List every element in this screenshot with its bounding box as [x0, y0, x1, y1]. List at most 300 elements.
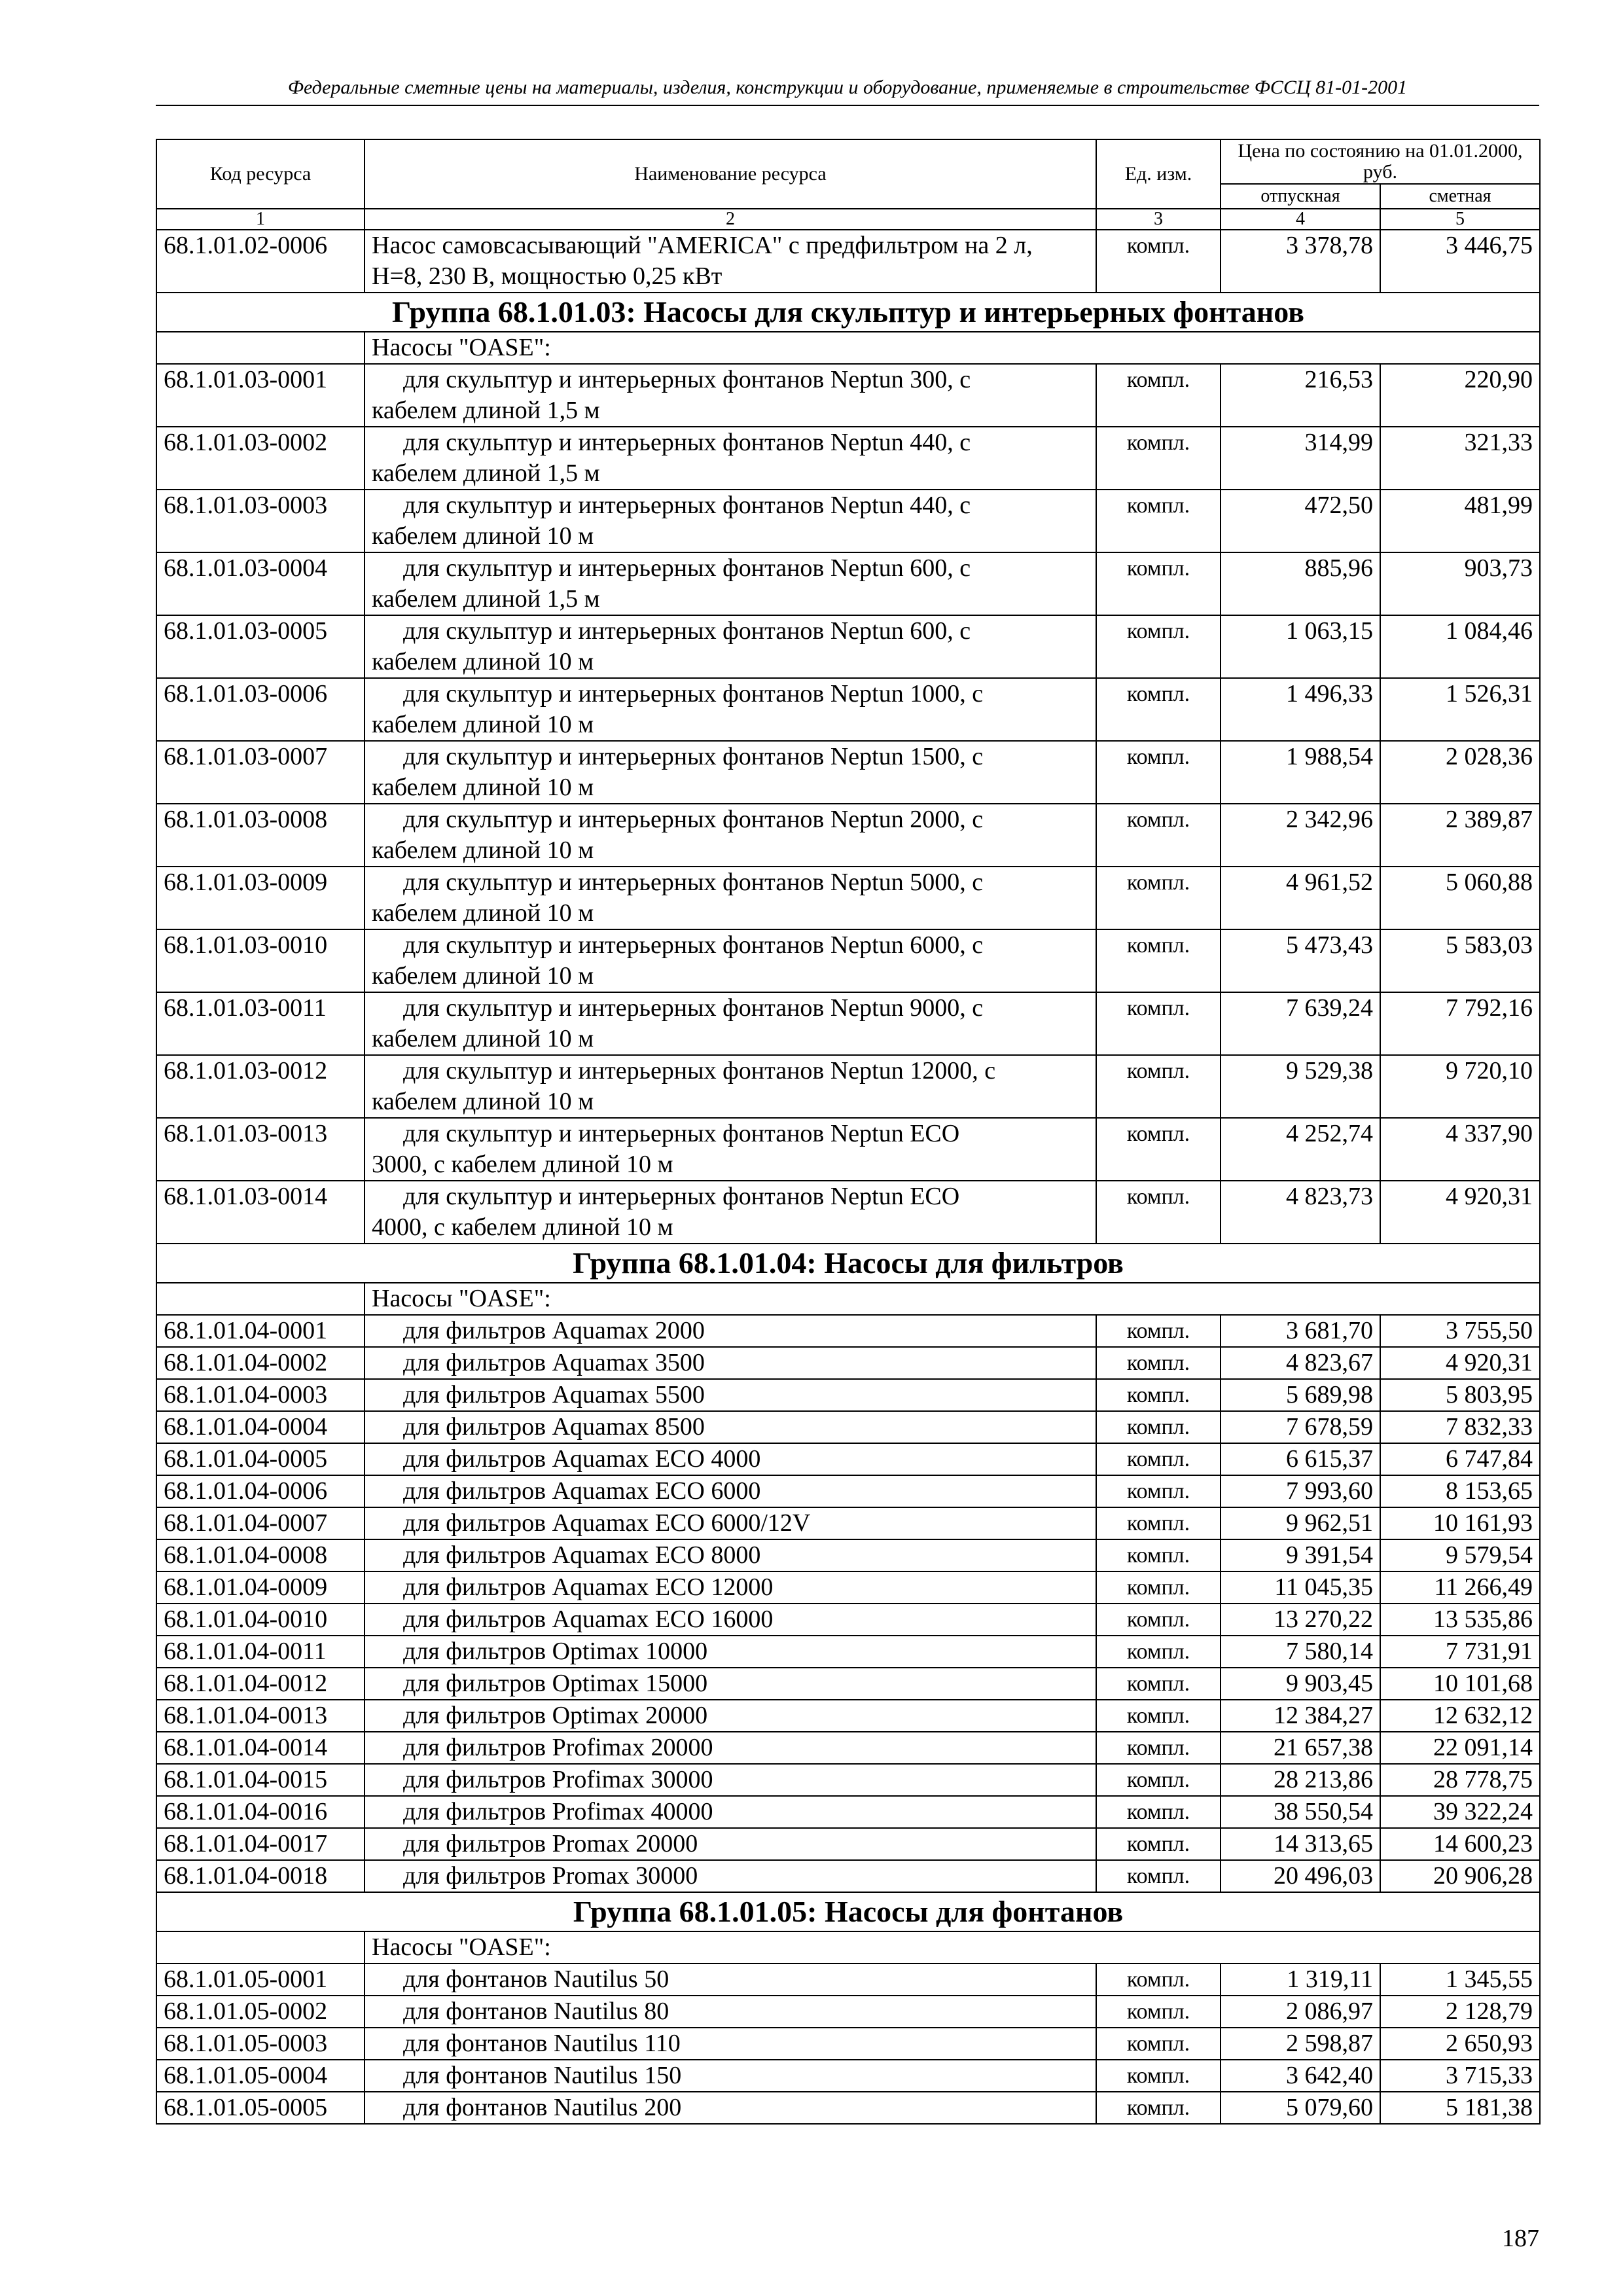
table-row — [156, 1539, 1540, 1571]
table-row — [156, 1315, 1540, 1347]
price-release: 7 993,60 — [1221, 1475, 1380, 1507]
price-release: 9 962,51 — [1221, 1507, 1380, 1539]
price-estimate: 3 715,33 — [1380, 2060, 1540, 2092]
table-row — [156, 804, 1540, 867]
resource-name — [365, 867, 1096, 929]
table-row — [156, 1964, 1540, 1996]
price-release: 38 550,54 — [1221, 1796, 1380, 1828]
group-title: Группа 68.1.01.05: Насосы для фонтанов — [156, 1892, 1540, 1931]
resource-code: 68.1.01.04-0013 — [156, 1700, 365, 1732]
price-estimate: 10 101,68 — [1380, 1668, 1540, 1700]
price-release: 5 473,43 — [1221, 929, 1380, 992]
price-release: 472,50 — [1221, 490, 1380, 552]
resource-name — [365, 678, 1096, 741]
col-number: 3 — [1096, 209, 1221, 230]
price-release: 3 642,40 — [1221, 2060, 1380, 2092]
resource-unit: компл. — [1096, 1964, 1221, 1996]
resource-unit: компл. — [1096, 1411, 1221, 1443]
price-table — [156, 139, 1541, 2125]
resource-unit: компл. — [1096, 1539, 1221, 1571]
group-subtitle-row — [156, 1283, 1540, 1315]
table-row — [156, 1181, 1540, 1244]
price-estimate: 1 345,55 — [1380, 1964, 1540, 1996]
resource-name — [365, 1411, 1096, 1443]
resource-name — [365, 1475, 1096, 1507]
col-header-estimate: сметная — [1380, 184, 1540, 209]
resource-name — [365, 2060, 1096, 2092]
resource-name — [365, 490, 1096, 552]
price-release: 885,96 — [1221, 552, 1380, 615]
resource-unit: компл. — [1096, 1668, 1221, 1700]
resource-name-line1: для скульптур и интерьерных фонтанов Neptun ECO — [403, 1120, 960, 1147]
price-release: 9 391,54 — [1221, 1539, 1380, 1571]
resource-name — [365, 804, 1096, 867]
resource-unit: компл. — [1096, 1379, 1221, 1411]
resource-name-line1: для фонтанов Nautilus 150 — [403, 2062, 682, 2089]
resource-unit: компл. — [1096, 1055, 1221, 1118]
price-release: 2 086,97 — [1221, 1996, 1380, 2028]
resource-name — [365, 1118, 1096, 1181]
resource-name — [365, 1315, 1096, 1347]
resource-name — [365, 1828, 1096, 1860]
resource-code: 68.1.01.05-0003 — [156, 2028, 365, 2060]
resource-name-line1: для фильтров Promax 20000 — [403, 1830, 698, 1857]
resource-name-line1: для фильтров Optimax 15000 — [403, 1670, 708, 1697]
resource-name — [365, 1860, 1096, 1892]
table-row — [156, 1700, 1540, 1732]
resource-name — [365, 364, 1096, 427]
price-estimate: 2 389,87 — [1380, 804, 1540, 867]
col-number: 5 — [1380, 209, 1540, 230]
table-row — [156, 992, 1540, 1055]
price-release: 28 213,86 — [1221, 1764, 1380, 1796]
table-row — [156, 929, 1540, 992]
resource-code: 68.1.01.04-0012 — [156, 1668, 365, 1700]
price-estimate: 7 832,33 — [1380, 1411, 1540, 1443]
group-subtitle-row — [156, 1931, 1540, 1964]
price-estimate: 22 091,14 — [1380, 1732, 1540, 1764]
price-estimate: 39 322,24 — [1380, 1796, 1540, 1828]
resource-name — [365, 1571, 1096, 1604]
table-row — [156, 1443, 1540, 1475]
resource-code: 68.1.01.04-0017 — [156, 1828, 365, 1860]
price-estimate: 9 579,54 — [1380, 1539, 1540, 1571]
price-release: 216,53 — [1221, 364, 1380, 427]
resource-name — [365, 1996, 1096, 2028]
table-row — [156, 867, 1540, 929]
resource-name-line2: кабелем длиной 10 м — [372, 711, 594, 738]
resource-code: 68.1.01.04-0006 — [156, 1475, 365, 1507]
resource-name-line1: для скульптур и интерьерных фонтанов Neptun 5000, с — [403, 869, 984, 896]
table-row — [156, 678, 1540, 741]
resource-code: 68.1.01.03-0005 — [156, 615, 365, 678]
resource-unit: компл. — [1096, 1700, 1221, 1732]
table-row — [156, 490, 1540, 552]
resource-name — [365, 1379, 1096, 1411]
resource-code: 68.1.01.03-0010 — [156, 929, 365, 992]
resource-unit: компл. — [1096, 1571, 1221, 1604]
price-release: 3 681,70 — [1221, 1315, 1380, 1347]
table-row — [156, 1411, 1540, 1443]
resource-unit: компл. — [1096, 804, 1221, 867]
resource-code: 68.1.01.04-0002 — [156, 1347, 365, 1379]
resource-unit: компл. — [1096, 992, 1221, 1055]
price-estimate: 4 920,31 — [1380, 1347, 1540, 1379]
resource-name — [365, 1700, 1096, 1732]
resource-code: 68.1.01.03-0012 — [156, 1055, 365, 1118]
group-title-row — [156, 1892, 1540, 1931]
page-number: 187 — [1502, 2225, 1539, 2252]
group-title: Группа 68.1.01.03: Насосы для скульптур и интерьерных фонтанов — [156, 293, 1540, 332]
resource-name-line2: кабелем длиной 1,5 м — [372, 585, 600, 613]
group-title: Группа 68.1.01.04: Насосы для фильтров — [156, 1244, 1540, 1283]
table-row — [156, 741, 1540, 804]
group-subtitle: Насосы "OASE": — [365, 1283, 1540, 1315]
price-release: 1 988,54 — [1221, 741, 1380, 804]
resource-unit: компл. — [1096, 2060, 1221, 2092]
price-release: 21 657,38 — [1221, 1732, 1380, 1764]
price-estimate: 2 128,79 — [1380, 1996, 1540, 2028]
price-estimate: 4 920,31 — [1380, 1181, 1540, 1244]
resource-code: 68.1.01.05-0001 — [156, 1964, 365, 1996]
table-row — [156, 2092, 1540, 2124]
price-release: 20 496,03 — [1221, 1860, 1380, 1892]
resource-name-line1: для скульптур и интерьерных фонтанов Neptun 9000, с — [403, 994, 984, 1022]
resource-name — [365, 929, 1096, 992]
price-estimate: 10 161,93 — [1380, 1507, 1540, 1539]
resource-name-line1: для фонтанов Nautilus 200 — [403, 2094, 682, 2121]
price-release: 4 823,73 — [1221, 1181, 1380, 1244]
resource-code: 68.1.01.03-0006 — [156, 678, 365, 741]
resource-name-line1: для фильтров Profimax 30000 — [403, 1766, 713, 1793]
group-subtitle-row — [156, 332, 1540, 364]
price-estimate: 3 755,50 — [1380, 1315, 1540, 1347]
resource-name-line2: кабелем длиной 10 м — [372, 522, 594, 550]
resource-name-line2: кабелем длиной 10 м — [372, 899, 594, 927]
resource-name-line1: для скульптур и интерьерных фонтанов Neptun 300, с — [403, 366, 971, 393]
resource-name — [365, 1181, 1096, 1244]
price-release: 2 598,87 — [1221, 2028, 1380, 2060]
price-release: 314,99 — [1221, 427, 1380, 490]
resource-code: 68.1.01.04-0009 — [156, 1571, 365, 1604]
table-row — [156, 1860, 1540, 1892]
resource-name-line1: для фильтров Optimax 10000 — [403, 1638, 708, 1665]
resource-name-line1: для скульптур и интерьерных фонтанов Neptun 1500, с — [403, 743, 984, 770]
price-estimate: 11 266,49 — [1380, 1571, 1540, 1604]
price-release: 1 319,11 — [1221, 1964, 1380, 1996]
resource-unit: компл. — [1096, 1636, 1221, 1668]
resource-unit: компл. — [1096, 1828, 1221, 1860]
resource-name-line2: 3000, с кабелем длиной 10 м — [372, 1151, 673, 1178]
resource-name-line2: кабелем длиной 10 м — [372, 1025, 594, 1052]
resource-unit: компл. — [1096, 1181, 1221, 1244]
resource-name — [365, 1636, 1096, 1668]
resource-code: 68.1.01.05-0004 — [156, 2060, 365, 2092]
price-estimate: 5 803,95 — [1380, 1379, 1540, 1411]
table-row — [156, 1055, 1540, 1118]
resource-name-line1: для фонтанов Nautilus 50 — [403, 1965, 669, 1993]
price-release: 1 063,15 — [1221, 615, 1380, 678]
price-estimate: 12 632,12 — [1380, 1700, 1540, 1732]
resource-name-line1: для фильтров Profimax 20000 — [403, 1734, 713, 1761]
resource-unit: компл. — [1096, 867, 1221, 929]
price-estimate: 220,90 — [1380, 364, 1540, 427]
price-release: 4 252,74 — [1221, 1118, 1380, 1181]
price-estimate: 1 526,31 — [1380, 678, 1540, 741]
resource-code: 68.1.01.04-0003 — [156, 1379, 365, 1411]
resource-name-line2: кабелем длиной 10 м — [372, 1088, 594, 1115]
resource-code: 68.1.01.04-0014 — [156, 1732, 365, 1764]
empty-cell — [156, 332, 365, 364]
resource-code: 68.1.01.03-0008 — [156, 804, 365, 867]
resource-name — [365, 427, 1096, 490]
table-row — [156, 427, 1540, 490]
resource-name — [365, 1604, 1096, 1636]
price-release: 4 961,52 — [1221, 867, 1380, 929]
group-subtitle: Насосы "OASE": — [365, 1931, 1540, 1964]
table-row — [156, 1732, 1540, 1764]
price-release: 6 615,37 — [1221, 1443, 1380, 1475]
resource-code: 68.1.01.05-0005 — [156, 2092, 365, 2124]
price-release: 13 270,22 — [1221, 1604, 1380, 1636]
resource-code: 68.1.01.04-0010 — [156, 1604, 365, 1636]
price-release: 4 823,67 — [1221, 1347, 1380, 1379]
resource-name-line2: кабелем длиной 10 м — [372, 648, 594, 675]
resource-unit: компл. — [1096, 678, 1221, 741]
resource-name-line1: для скульптур и интерьерных фонтанов Neptun 12000, с — [403, 1057, 996, 1085]
price-release: 7 639,24 — [1221, 992, 1380, 1055]
resource-name — [365, 552, 1096, 615]
resource-name-line1: для фильтров Optimax 20000 — [403, 1702, 708, 1729]
resource-code: 68.1.01.02-0006 — [156, 230, 365, 293]
resource-name-line1: для фильтров Aquamax ECO 6000/12V — [403, 1509, 811, 1537]
table-row — [156, 1636, 1540, 1668]
running-header: Федеральные сметные цены на материалы, изделия, конструкции и оборудование, применяемые в строительстве ФССЦ 81-01-2001 — [156, 71, 1539, 106]
table-row — [156, 615, 1540, 678]
empty-cell — [156, 1283, 365, 1315]
resource-code: 68.1.01.04-0008 — [156, 1539, 365, 1571]
table-row — [156, 230, 1540, 293]
resource-unit: компл. — [1096, 2092, 1221, 2124]
resource-name — [365, 1964, 1096, 1996]
resource-name-line2: кабелем длиной 10 м — [372, 774, 594, 801]
resource-unit: компл. — [1096, 364, 1221, 427]
resource-name-line1: для фильтров Aquamax 5500 — [403, 1381, 705, 1408]
resource-unit: компл. — [1096, 1118, 1221, 1181]
price-estimate: 5 181,38 — [1380, 2092, 1540, 2124]
resource-name-line1: для скульптур и интерьерных фонтанов Neptun 600, с — [403, 617, 971, 645]
resource-name-line1: для фильтров Aquamax 8500 — [403, 1413, 705, 1441]
price-estimate: 1 084,46 — [1380, 615, 1540, 678]
resource-name-line1: для фильтров Aquamax 3500 — [403, 1349, 705, 1376]
price-release: 5 079,60 — [1221, 2092, 1380, 2124]
table-row — [156, 1828, 1540, 1860]
price-estimate: 2 028,36 — [1380, 741, 1540, 804]
resource-name-line1: для фильтров Profimax 40000 — [403, 1798, 713, 1825]
table-row — [156, 1764, 1540, 1796]
resource-name-line1: для скульптур и интерьерных фонтанов Neptun 600, с — [403, 554, 971, 582]
table-row — [156, 1347, 1540, 1379]
resource-name — [365, 1507, 1096, 1539]
price-estimate: 6 747,84 — [1380, 1443, 1540, 1475]
price-release: 9 903,45 — [1221, 1668, 1380, 1700]
group-subtitle: Насосы "OASE": — [365, 332, 1540, 364]
resource-code: 68.1.01.03-0007 — [156, 741, 365, 804]
empty-cell — [156, 1931, 365, 1964]
resource-code: 68.1.01.04-0016 — [156, 1796, 365, 1828]
price-release: 9 529,38 — [1221, 1055, 1380, 1118]
resource-name-line1: для скульптур и интерьерных фонтанов Neptun 440, с — [403, 492, 971, 519]
resource-name-line2: кабелем длиной 10 м — [372, 836, 594, 864]
table-row — [156, 1604, 1540, 1636]
price-release: 3 378,78 — [1221, 230, 1380, 293]
resource-name — [365, 1539, 1096, 1571]
table-row — [156, 1379, 1540, 1411]
col-header-code: Код ресурса — [156, 139, 365, 209]
price-estimate: 4 337,90 — [1380, 1118, 1540, 1181]
price-estimate: 5 060,88 — [1380, 867, 1540, 929]
table-row — [156, 1996, 1540, 2028]
col-number: 4 — [1221, 209, 1380, 230]
resource-unit: компл. — [1096, 741, 1221, 804]
price-release: 11 045,35 — [1221, 1571, 1380, 1604]
resource-unit: компл. — [1096, 427, 1221, 490]
resource-unit: компл. — [1096, 1604, 1221, 1636]
resource-name-line1: для фильтров Aquamax ECO 16000 — [403, 1605, 774, 1633]
resource-unit: компл. — [1096, 1732, 1221, 1764]
col-header-name: Наименование ресурса — [365, 139, 1096, 209]
group-title-row — [156, 293, 1540, 332]
table-row — [156, 1571, 1540, 1604]
resource-unit: компл. — [1096, 230, 1221, 293]
col-header-price: Цена по состоянию на 01.01.2000, руб. — [1221, 139, 1540, 184]
resource-unit: компл. — [1096, 1507, 1221, 1539]
resource-name-line2: кабелем длиной 1,5 м — [372, 459, 600, 487]
table-row — [156, 1118, 1540, 1181]
col-header-release: отпускная — [1221, 184, 1380, 209]
group-title-row — [156, 1244, 1540, 1283]
table-row — [156, 1507, 1540, 1539]
resource-name — [365, 1764, 1096, 1796]
resource-name — [365, 2092, 1096, 2124]
price-release: 7 580,14 — [1221, 1636, 1380, 1668]
price-estimate: 481,99 — [1380, 490, 1540, 552]
resource-name — [365, 615, 1096, 678]
resource-unit: компл. — [1096, 1996, 1221, 2028]
price-estimate: 20 906,28 — [1380, 1860, 1540, 1892]
resource-name — [365, 1347, 1096, 1379]
resource-name-line2: кабелем длиной 10 м — [372, 962, 594, 990]
table-row — [156, 364, 1540, 427]
resource-code: 68.1.01.03-0013 — [156, 1118, 365, 1181]
col-header-unit: Ед. изм. — [1096, 139, 1221, 209]
resource-unit: компл. — [1096, 552, 1221, 615]
resource-name-line2: 4000, с кабелем длиной 10 м — [372, 1213, 673, 1241]
col-number: 1 — [156, 209, 365, 230]
resource-name-line1: для фильтров Aquamax ECO 4000 — [403, 1445, 761, 1473]
price-estimate: 13 535,86 — [1380, 1604, 1540, 1636]
resource-unit: компл. — [1096, 1860, 1221, 1892]
resource-name-line1: для фонтанов Nautilus 80 — [403, 1998, 669, 2025]
price-release: 1 496,33 — [1221, 678, 1380, 741]
resource-code: 68.1.01.03-0003 — [156, 490, 365, 552]
price-estimate: 3 446,75 — [1380, 230, 1540, 293]
resource-name: Насос самовсасывающий "AMERICA" с предфильтром на 2 л, H=8, 230 В, мощностью 0,25 кВт — [365, 230, 1096, 293]
resource-code: 68.1.01.03-0001 — [156, 364, 365, 427]
price-estimate: 14 600,23 — [1380, 1828, 1540, 1860]
resource-code: 68.1.01.03-0009 — [156, 867, 365, 929]
price-estimate: 5 583,03 — [1380, 929, 1540, 992]
resource-unit: компл. — [1096, 1443, 1221, 1475]
resource-unit: компл. — [1096, 1315, 1221, 1347]
resource-unit: компл. — [1096, 490, 1221, 552]
resource-unit: компл. — [1096, 2028, 1221, 2060]
resource-name — [365, 1668, 1096, 1700]
price-estimate: 7 792,16 — [1380, 992, 1540, 1055]
resource-code: 68.1.01.04-0005 — [156, 1443, 365, 1475]
table-row — [156, 1796, 1540, 1828]
resource-unit: компл. — [1096, 929, 1221, 992]
table-row — [156, 2060, 1540, 2092]
price-estimate: 903,73 — [1380, 552, 1540, 615]
price-estimate: 2 650,93 — [1380, 2028, 1540, 2060]
resource-code: 68.1.01.03-0002 — [156, 427, 365, 490]
resource-name — [365, 1796, 1096, 1828]
resource-code: 68.1.01.03-0011 — [156, 992, 365, 1055]
resource-unit: компл. — [1096, 1347, 1221, 1379]
resource-code: 68.1.01.04-0015 — [156, 1764, 365, 1796]
resource-name-line1: для скульптур и интерьерных фонтанов Neptun 440, с — [403, 429, 971, 456]
resource-name — [365, 992, 1096, 1055]
table-row — [156, 1668, 1540, 1700]
resource-name-line1: для фонтанов Nautilus 110 — [403, 2030, 681, 2057]
price-release: 12 384,27 — [1221, 1700, 1380, 1732]
table-row — [156, 1475, 1540, 1507]
price-release: 7 678,59 — [1221, 1411, 1380, 1443]
resource-name-line1: для фильтров Aquamax ECO 8000 — [403, 1541, 761, 1569]
resource-code: 68.1.01.04-0018 — [156, 1860, 365, 1892]
resource-name-line1: для скульптур и интерьерных фонтанов Neptun ECO — [403, 1183, 960, 1210]
col-number: 2 — [365, 209, 1096, 230]
resource-name-line1: для фильтров Promax 30000 — [403, 1862, 698, 1890]
resource-name-line1: для фильтров Aquamax 2000 — [403, 1317, 705, 1344]
price-estimate: 321,33 — [1380, 427, 1540, 490]
resource-code: 68.1.01.03-0014 — [156, 1181, 365, 1244]
resource-unit: компл. — [1096, 1475, 1221, 1507]
price-release: 5 689,98 — [1221, 1379, 1380, 1411]
resource-code: 68.1.01.05-0002 — [156, 1996, 365, 2028]
price-estimate: 9 720,10 — [1380, 1055, 1540, 1118]
price-estimate: 28 778,75 — [1380, 1764, 1540, 1796]
resource-name — [365, 741, 1096, 804]
price-release: 14 313,65 — [1221, 1828, 1380, 1860]
resource-code: 68.1.01.04-0001 — [156, 1315, 365, 1347]
resource-unit: компл. — [1096, 615, 1221, 678]
resource-name-line1: для фильтров Aquamax ECO 6000 — [403, 1477, 761, 1505]
resource-name — [365, 2028, 1096, 2060]
resource-name-line1: для скульптур и интерьерных фонтанов Neptun 1000, с — [403, 680, 984, 708]
resource-name — [365, 1732, 1096, 1764]
resource-name-line2: кабелем длиной 1,5 м — [372, 397, 600, 424]
resource-code: 68.1.01.04-0004 — [156, 1411, 365, 1443]
resource-unit: компл. — [1096, 1764, 1221, 1796]
resource-code: 68.1.01.03-0004 — [156, 552, 365, 615]
price-release: 2 342,96 — [1221, 804, 1380, 867]
resource-name-line1: для скульптур и интерьерных фонтанов Neptun 6000, с — [403, 931, 984, 959]
table-row — [156, 552, 1540, 615]
table-row — [156, 2028, 1540, 2060]
resource-name-line1: для фильтров Aquamax ECO 12000 — [403, 1573, 774, 1601]
